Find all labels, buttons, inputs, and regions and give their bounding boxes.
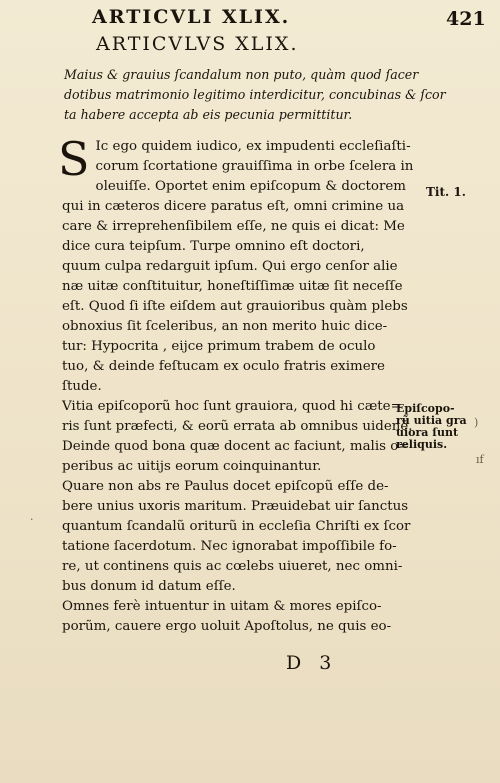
article-summary bbox=[64, 65, 446, 125]
text-line: oleuiſſe. Oportet enim epiſcopum & doctorem bbox=[95, 179, 407, 194]
text-line: qui in cæteros dicere paratus eſt, omni crimine ua bbox=[62, 199, 405, 214]
text-line: næ uitæ conſtituitur, honeſtiſſimæ uitæ ſit neceſſe bbox=[62, 279, 403, 294]
text-line: Vitia epiſcoporũ hoc ſunt grauiora, quod hi cæte= bbox=[62, 399, 402, 414]
signature-mark: D 3 bbox=[286, 652, 338, 674]
text-line: Omnes ferè intuentur in uitam & mores epiſco- bbox=[62, 599, 382, 614]
article-title: ARTICVLVS XLIX. bbox=[96, 33, 299, 55]
text-line: obnoxius ſit ſceleribus, an non merito huic dice- bbox=[62, 319, 388, 334]
text-line: quantum ſcandalũ oriturũ in eccleſia Chriſti ex ſcor bbox=[62, 519, 411, 534]
summary-line: ta habere accepta ab eis pecunia permittitur. bbox=[64, 107, 353, 122]
margin-note-line: uiora ſunt bbox=[396, 426, 459, 439]
text-line: peribus ac uitijs eorum coinquinantur. bbox=[62, 459, 322, 474]
running-head: ARTICVLI XLIX. bbox=[92, 6, 291, 28]
text-line: dice cura teipſum. Turpe omnino eſt doctori, bbox=[62, 239, 365, 254]
text-line: bere unius uxoris maritum. Præuidebat uir ſanctus bbox=[62, 499, 409, 514]
summary-line: Maius & grauius ſcandalum non puto, quàm quod ſacer bbox=[64, 67, 419, 82]
text-line: porũm, cauere ergo uoluit Apoſtolus, ne quis eo- bbox=[62, 619, 392, 634]
text-line: Ic ego quidem iudico, ex impudenti eccleſiaſti- bbox=[95, 139, 411, 154]
text-line: bus donum id datum eſſe. bbox=[62, 579, 236, 594]
text-line: ris ſunt præfecti, & eorũ errata ab omnibus uidenẽ. bbox=[62, 419, 413, 434]
margin-note-line: Epiſcopo- bbox=[396, 402, 455, 415]
drop-cap: S bbox=[58, 132, 90, 186]
text-line: eſt. Quod ſi iſte eiſdem aut grauioribus quàm plebs bbox=[62, 299, 408, 314]
ink-mark: ) bbox=[474, 416, 479, 429]
ink-mark: · bbox=[30, 513, 34, 526]
margin-note-tit: Tit. 1. bbox=[426, 185, 466, 199]
margin-note-episcoporum bbox=[396, 403, 467, 451]
text-line: tur: Hypocrita , eijce primum trabem de oculo bbox=[62, 339, 376, 354]
ink-mark: ıf bbox=[476, 453, 484, 466]
text-line: Quare non abs re Paulus docet epiſcopũ eſſe de- bbox=[62, 479, 389, 494]
body-text bbox=[58, 132, 417, 637]
text-line: quum culpa redarguit ipſum. Qui ergo cenſor alie bbox=[62, 259, 398, 274]
text-line: Deinde quod bona quæ docent ac faciunt, malis o= bbox=[62, 439, 410, 454]
text-line: tatione ſacerdotum. Nec ignorabat impoſſibile fo- bbox=[62, 539, 397, 554]
page-number: 421 bbox=[446, 8, 486, 30]
text-line: re, ut continens quis ac cœlebs uiueret, nec omni- bbox=[62, 559, 403, 574]
margin-note-line: rũ uitia gra bbox=[396, 414, 467, 427]
text-line: ſtude. bbox=[62, 379, 102, 394]
text-line: care & irreprehenſibilem eſſe, ne quis ei dicat: Me bbox=[62, 219, 405, 234]
summary-line: dotibus matrimonio legitimo interdicitur, concubinas & ſcor bbox=[64, 87, 446, 102]
text-line: corum ſcortatione grauiſſima in orbe ſcelera in bbox=[95, 159, 414, 174]
margin-note-line: reliquis. bbox=[396, 438, 448, 451]
text-line: tuo, & deinde feſtucam ex oculo fratris eximere bbox=[62, 359, 385, 374]
